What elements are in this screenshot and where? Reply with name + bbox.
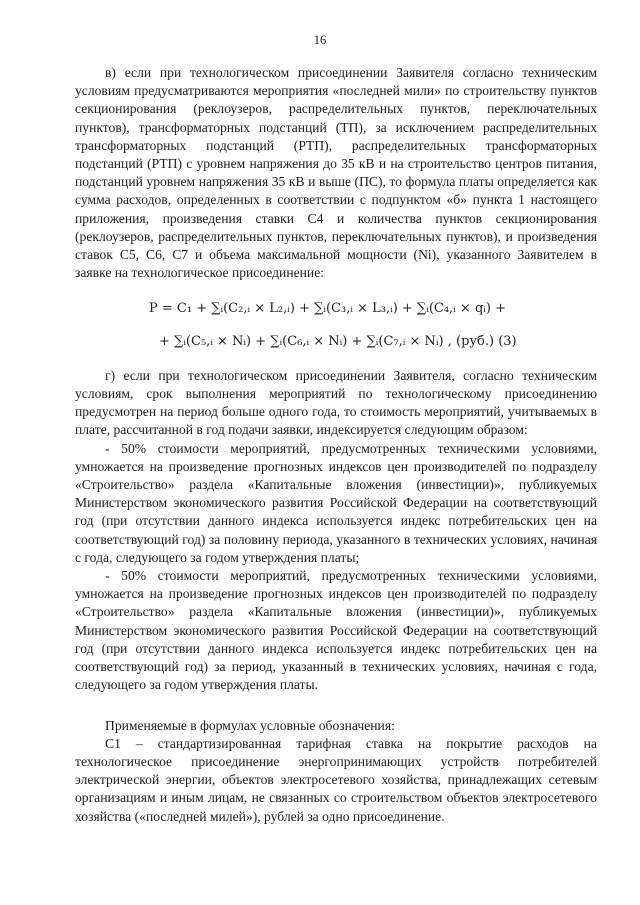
page-number: 16 xyxy=(313,33,327,47)
spacer xyxy=(75,695,597,717)
document-body xyxy=(75,64,597,826)
indexation-item-1: - 50% стоимости мероприятий, предусмотренных техническими условиями, умножается на произведение прогнозных индексов цен производителей по подразделу «Строительство» раздела «Капитальные вложения (инвестиции)», публикуемых Министерством экономического развития Российской Федерации на соответствующий год (при отсутствии данного индекса используется индекс потребительских цен на соответствующий год) за половину периода, указанного в технических условиях, начиная с года, следующего за годом утверждения платы; xyxy=(75,440,597,565)
c1-definition: C1 – стандартизированная тарифная ставка на покрытие расходов на технологическое присоединение энергопринимающих устройств потребителей электрической энергии, объектов электросетевого хозяйства, принадлежащих сетевым организациям и иным лицам, не связанных со строительством объектов электросетевого хозяйства («последней милей»), рублей за одно присоединение. xyxy=(75,735,597,824)
formula-line-2: + ∑ᵢ(C₅,ᵢ × Nᵢ) + ∑ᵢ(C₆,ᵢ × Nᵢ) + ∑ᵢ(C₇,ᵢ × Nᵢ) , (руб.) (3) xyxy=(159,333,517,349)
notation-heading: Применяемые в формулах условные обозначения: xyxy=(105,717,395,733)
indexation-item-2: - 50% стоимости мероприятий, предусмотренных техническими условиями, умножается на произведение прогнозных индексов цен производителей по подразделу «Строительство» раздела «Капитальные вложения (инвестиции)», публикуемых Министерством экономического развития Российской Федерации на соответствующий год (при отсутствии данного индекса используется индекс потребительских цен на соответствующий год) за период, указанный в технических условиях, начиная с года, следующего за годом утверждения платы. xyxy=(75,568,597,693)
formula-line-1: P = C₁ + ∑ᵢ(C₂,ᵢ × L₂,ᵢ) + ∑ᵢ(C₃,ᵢ × L₃,ᵢ) + ∑ᵢ(C₄,ᵢ × qᵢ) + xyxy=(149,301,506,317)
paragraph-v: в) если при технологическом присоединении Заявителя согласно техническим условиям предусматриваются мероприятия «последней мили» по строительству пунктов секционирования (реклоузеров, распределительных пунктов, переключательных пунктов), трансформаторных подстанций (ТП), за исключением распределительных трансформаторных подстанций (РТП), распределительных трансформаторных подстанций (РТП) с уровнем напряжения до 35 кВ и на строительство центров питания, подстанций уровнем напряжения 35 кВ и выше (ПС), то формула платы определяется как сумма расходов, определенных в соответствии с подпунктом «б» пункта 1 настоящего приложения, произведения ставки C4 и количества пунктов секционирования (реклоузеров, распределительных пунктов, переключательных пунктов), и произведения ставок C5, C6, C7 и объема максимальной мощности (Ni), указанного Заявителем в заявке на технологическое присоединение: xyxy=(75,65,597,281)
paragraph-g: г) если при технологическом присоединении Заявителя, согласно техническим условиям, срок выполнения мероприятий по технологическому присоединению предусмотрен на период больше одного года, то стоимость мероприятий, учитываемых в плате, рассчитанной в год подачи заявки, индексируется следующим образом: xyxy=(75,367,597,438)
